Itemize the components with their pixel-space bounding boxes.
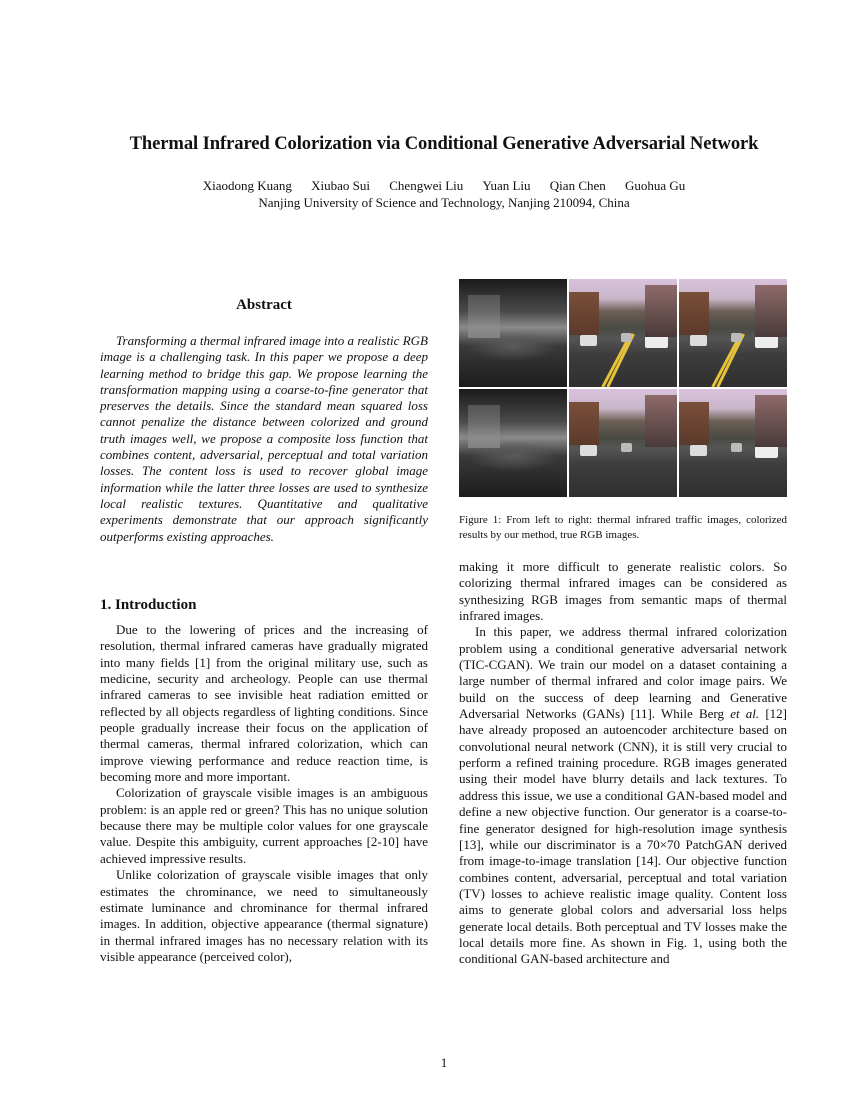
- author-name: Chengwei Liu: [389, 178, 464, 193]
- page-number: 1: [440, 1055, 448, 1070]
- true-rgb-image: [679, 389, 787, 497]
- author-name: Guohua Gu: [625, 178, 686, 193]
- figure-1-image-grid: [459, 279, 787, 497]
- continuation-paragraph: making it more difficult to generate realistic colors. So colorizing thermal infrared images can be considered as synthesizing RGB images from semantic maps of thermal infrared images.: [459, 559, 787, 624]
- intro-paragraph: Colorization of grayscale visible images is an ambiguous problem: is an apple red or green? This has no unique solution because there may be multiple color values for one grayscale value. Despite this ambiguity, current approaches [2-10] have achieved impressive results.: [100, 785, 428, 866]
- true-rgb-image: [679, 279, 787, 387]
- right-column-body: [459, 559, 787, 968]
- introduction-body: [100, 622, 428, 965]
- figure-caption: Figure 1: From left to right: thermal infrared traffic images, colorized results by our method, true RGB images.: [459, 514, 787, 541]
- colorized-image: [569, 279, 677, 387]
- author-name: Xiaodong Kuang: [202, 178, 292, 193]
- abstract-heading: Abstract: [236, 297, 292, 313]
- author-list: [0, 178, 850, 194]
- author-name: Xiubao Sui: [311, 178, 370, 193]
- thermal-image: [459, 279, 567, 387]
- section-heading-introduction: 1. Introduction: [100, 597, 197, 613]
- author-name: Yuan Liu: [482, 178, 531, 193]
- intro-paragraph: Unlike colorization of grayscale visible images that only estimates the chrominance, we need to simultaneously estimate luminance and chrominance for thermal infrared images. In addition, objective appearance (thermal signature) in thermal infrared images has no necessary relation with its visible appearance (perceived color),: [100, 867, 428, 964]
- thermal-image: [459, 389, 567, 497]
- body-paragraph: In this paper, we address thermal infrared colorization problem using a conditional generative adversarial network (TIC-CGAN). We train our model on a dataset containing a large number of thermal infrared and color image pairs. We build on the success of deep learning and Generative Adversarial Networks (GANs) [11]. While Berg et al. [12] have already proposed an autoencoder architecture based on convolutional neural network (CNN), it is still very crucial to perform a refined training procedure. RGB images generated using their model have blurry details and lack textures. To address this issue, we use a conditional GAN-based model and define a new objective function. Our generator is a coarse-to-fine generator designed for high-resolution image synthesis [13], while our discriminator is a 70×70 PatchGAN derived from image-to-image translation [14]. Our objective function combines content, adversarial, perceptual and total variation (TV) losses to achieve realistic image quality. Content loss aims to generate global colors and adversarial loss helps generate local details. Both perceptual and TV losses make the local details more fine. As shown in Fig. 1, using both the conditional GAN-based architecture and: [459, 624, 787, 967]
- paper-title: Thermal Infrared Colorization via Conditional Generative Adversarial Network: [129, 133, 759, 154]
- affiliation: Nanjing University of Science and Technology, Nanjing 210094, China: [258, 195, 630, 210]
- abstract-text: Transforming a thermal infrared image into a realistic RGB image is a challenging task. In this paper we propose a deep learning method to bridge this gap. We propose learning the transformation mapping using a coarse-to-fine generator that preserves the details. Since the standard mean squared loss cannot penalize the distance between colorized and ground truth images well, we propose a composite loss function that combines content, adversarial, perceptual and total variation losses. The content loss is used to recover global image information while the latter three losses are used to synthesize local realistic textures. Quantitative and qualitative experiments demonstrate that our approach significantly outperforms existing approaches.: [100, 333, 428, 544]
- colorized-image: [569, 389, 677, 497]
- intro-paragraph: Due to the lowering of prices and the increasing of resolution, thermal infrared cameras have gradually migrated into many fields [1] from the original military use, such as medicine, security and archeology. People can use thermal infrared cameras to see invisible heat radiation emitted or reflected by all objects regardless of lighting conditions. Since people gradually increase their focus on the application of thermal cameras, thermal infrared colorization, which can improve viewing performance and reduce reaction time, is becoming more and more important.: [100, 622, 428, 785]
- author-name: Qian Chen: [549, 178, 606, 193]
